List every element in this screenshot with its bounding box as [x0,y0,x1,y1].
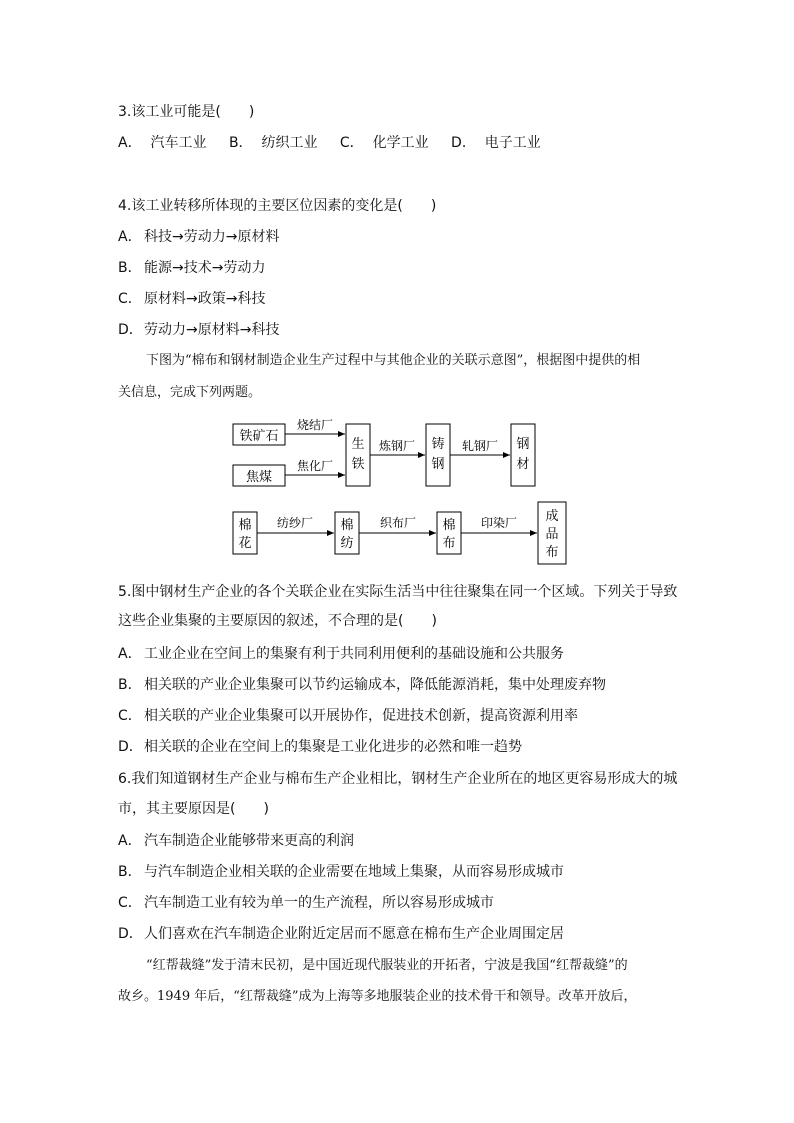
q6-option-a[interactable] [118,832,354,850]
option-text: 能源→技术→劳动力 [144,260,266,276]
option-text: 汽车制造企业能够带来更高的利润 [144,833,354,849]
q6-option-d[interactable] [118,925,564,943]
q6-stem-line1: 6.我们知道钢材生产企业与棉布生产企业相比，钢材生产企业所在的地区更容易形成大的城 [118,771,678,787]
pig-iron-char-1: 生 [351,437,365,452]
q4-option-d[interactable] [118,321,279,339]
option-label: D． [118,739,143,755]
steel-char-2: 材 [516,457,530,472]
intro1-line2: 关信息，完成下列两题。 [118,385,262,400]
q3-option-b[interactable] [229,135,318,151]
pig-iron-char-2: 铁 [351,457,365,472]
cotton-cloth-char-1: 棉 [442,518,456,533]
option-label: A． [118,833,142,849]
option-text: 工业企业在空间上的集聚有利于共同利用便利的基础设施和公共服务 [144,646,564,662]
q6-stem-line2: 市，其主要原因是( ) [118,801,269,817]
option-text: 与汽车制造企业相关联的企业需要在地域上集聚，从而容易形成城市 [144,864,564,880]
steel-box [511,424,535,486]
option-label: D． [118,926,143,942]
q5-option-a[interactable] [118,645,564,663]
iron-ore-label: 铁矿石 [239,429,279,444]
q4-option-a[interactable] [118,228,279,246]
cast-steel-box [426,424,450,486]
option-text: 汽车工业 [150,135,207,151]
production-flow-diagram [0,415,794,565]
option-text: 相关联的产业企业集聚可以节约运输成本，降低能源消耗，集中处理废弃物 [144,677,606,693]
q5-option-d[interactable] [118,738,522,756]
option-label: A． [118,229,142,245]
finished-cloth-char-3: 布 [545,545,559,560]
option-text: 原材料→政策→科技 [144,291,266,307]
option-label: B． [118,864,142,880]
option-text: 相关联的产业企业集聚可以开展协作，促进技术创新，提高资源利用率 [144,708,578,724]
cast-steel-char-2: 钢 [431,457,445,472]
intro1-line1: 下图为“棉布和钢材制造企业生产过程中与其他企业的关联示意图”，根据图中提供的相 [146,353,641,368]
cotton-yarn-char-2: 纺 [340,536,354,551]
cotton-char-1: 棉 [238,518,252,533]
q5-stem-line2: 这些企业集聚的主要原因的叙述，不合理的是( ) [118,613,437,629]
option-text: 纺织工业 [261,135,318,151]
q3-option-a[interactable] [118,135,206,151]
q6-option-b[interactable] [118,863,564,881]
cotton-yarn-char-1: 棉 [340,518,354,533]
option-label: C． [118,291,142,307]
option-text: 相关联的企业在空间上的集聚是工业化进步的必然和唯一趋势 [144,739,522,755]
option-label: B． [228,135,253,151]
option-label: A． [118,135,142,151]
cotton-cloth-char-2: 布 [442,536,456,551]
dyeing-plant-label: 印染厂 [480,516,518,530]
q5-stem-line1: 5.图中钢材生产企业的各个关联企业在实际生活当中往往聚集在同一个区域。下列关于导致 [118,584,678,600]
option-label: D． [118,322,143,338]
q5-option-c[interactable] [118,707,578,725]
coking-plant-label: 焦化厂 [296,459,334,473]
steel-char-1: 钢 [516,437,530,452]
option-label: D． [451,135,476,151]
option-label: C． [118,708,142,724]
q4-stem: 4.该工业转移所体现的主要区位因素的变化是( ) [118,198,437,214]
option-label: B． [118,260,142,276]
intro2-line1: “红帮裁缝”发于清末民初，是中国近现代服装业的开拓者，宁波是我国“红帮裁缝”的 [146,958,628,973]
pig-iron-box [346,424,370,486]
weaving-plant-label: 织布厂 [379,516,417,530]
option-text: 人们喜欢在汽车制造企业附近定居而不愿意在棉布生产企业周围定居 [144,926,564,942]
cotton-char-2: 花 [238,536,252,551]
intro2-line2: 故乡。1949 年后，“红帮裁缝”成为上海等多地服装企业的技术骨干和领导。改革开放后， [118,989,637,1004]
rolling-plant-label: 轧钢厂 [461,439,499,453]
coke-label: 焦煤 [245,470,273,485]
sinter-plant-label: 烧结厂 [296,418,334,432]
option-text: 劳动力→原材料→科技 [144,322,280,338]
q4-option-b[interactable] [118,259,265,277]
q5-option-b[interactable] [118,676,606,694]
option-text: 科技→劳动力→原材料 [144,229,280,245]
finished-cloth-char-1: 成 [545,509,559,524]
option-text: 电子工业 [484,135,541,151]
steelmaking-plant-label: 炼钢厂 [378,439,416,453]
q3-option-c[interactable] [340,135,429,151]
q3-options [118,134,541,152]
option-label: B． [118,677,142,693]
cast-steel-char-1: 铸 [431,437,445,452]
q4-option-c[interactable] [118,290,265,308]
option-text: 汽车制造工业有较为单一的生产流程，所以容易形成城市 [144,895,494,911]
finished-cloth-char-2: 品 [545,527,559,542]
option-label: C． [339,135,364,151]
q3-stem: 3.该工业可能是( ) [118,104,255,120]
spinning-plant-label: 纺纱厂 [276,516,314,530]
q6-option-c[interactable] [118,894,494,912]
option-text: 化学工业 [372,135,429,151]
option-label: C． [118,895,142,911]
q3-option-d[interactable] [451,135,541,151]
option-label: A． [118,646,142,662]
